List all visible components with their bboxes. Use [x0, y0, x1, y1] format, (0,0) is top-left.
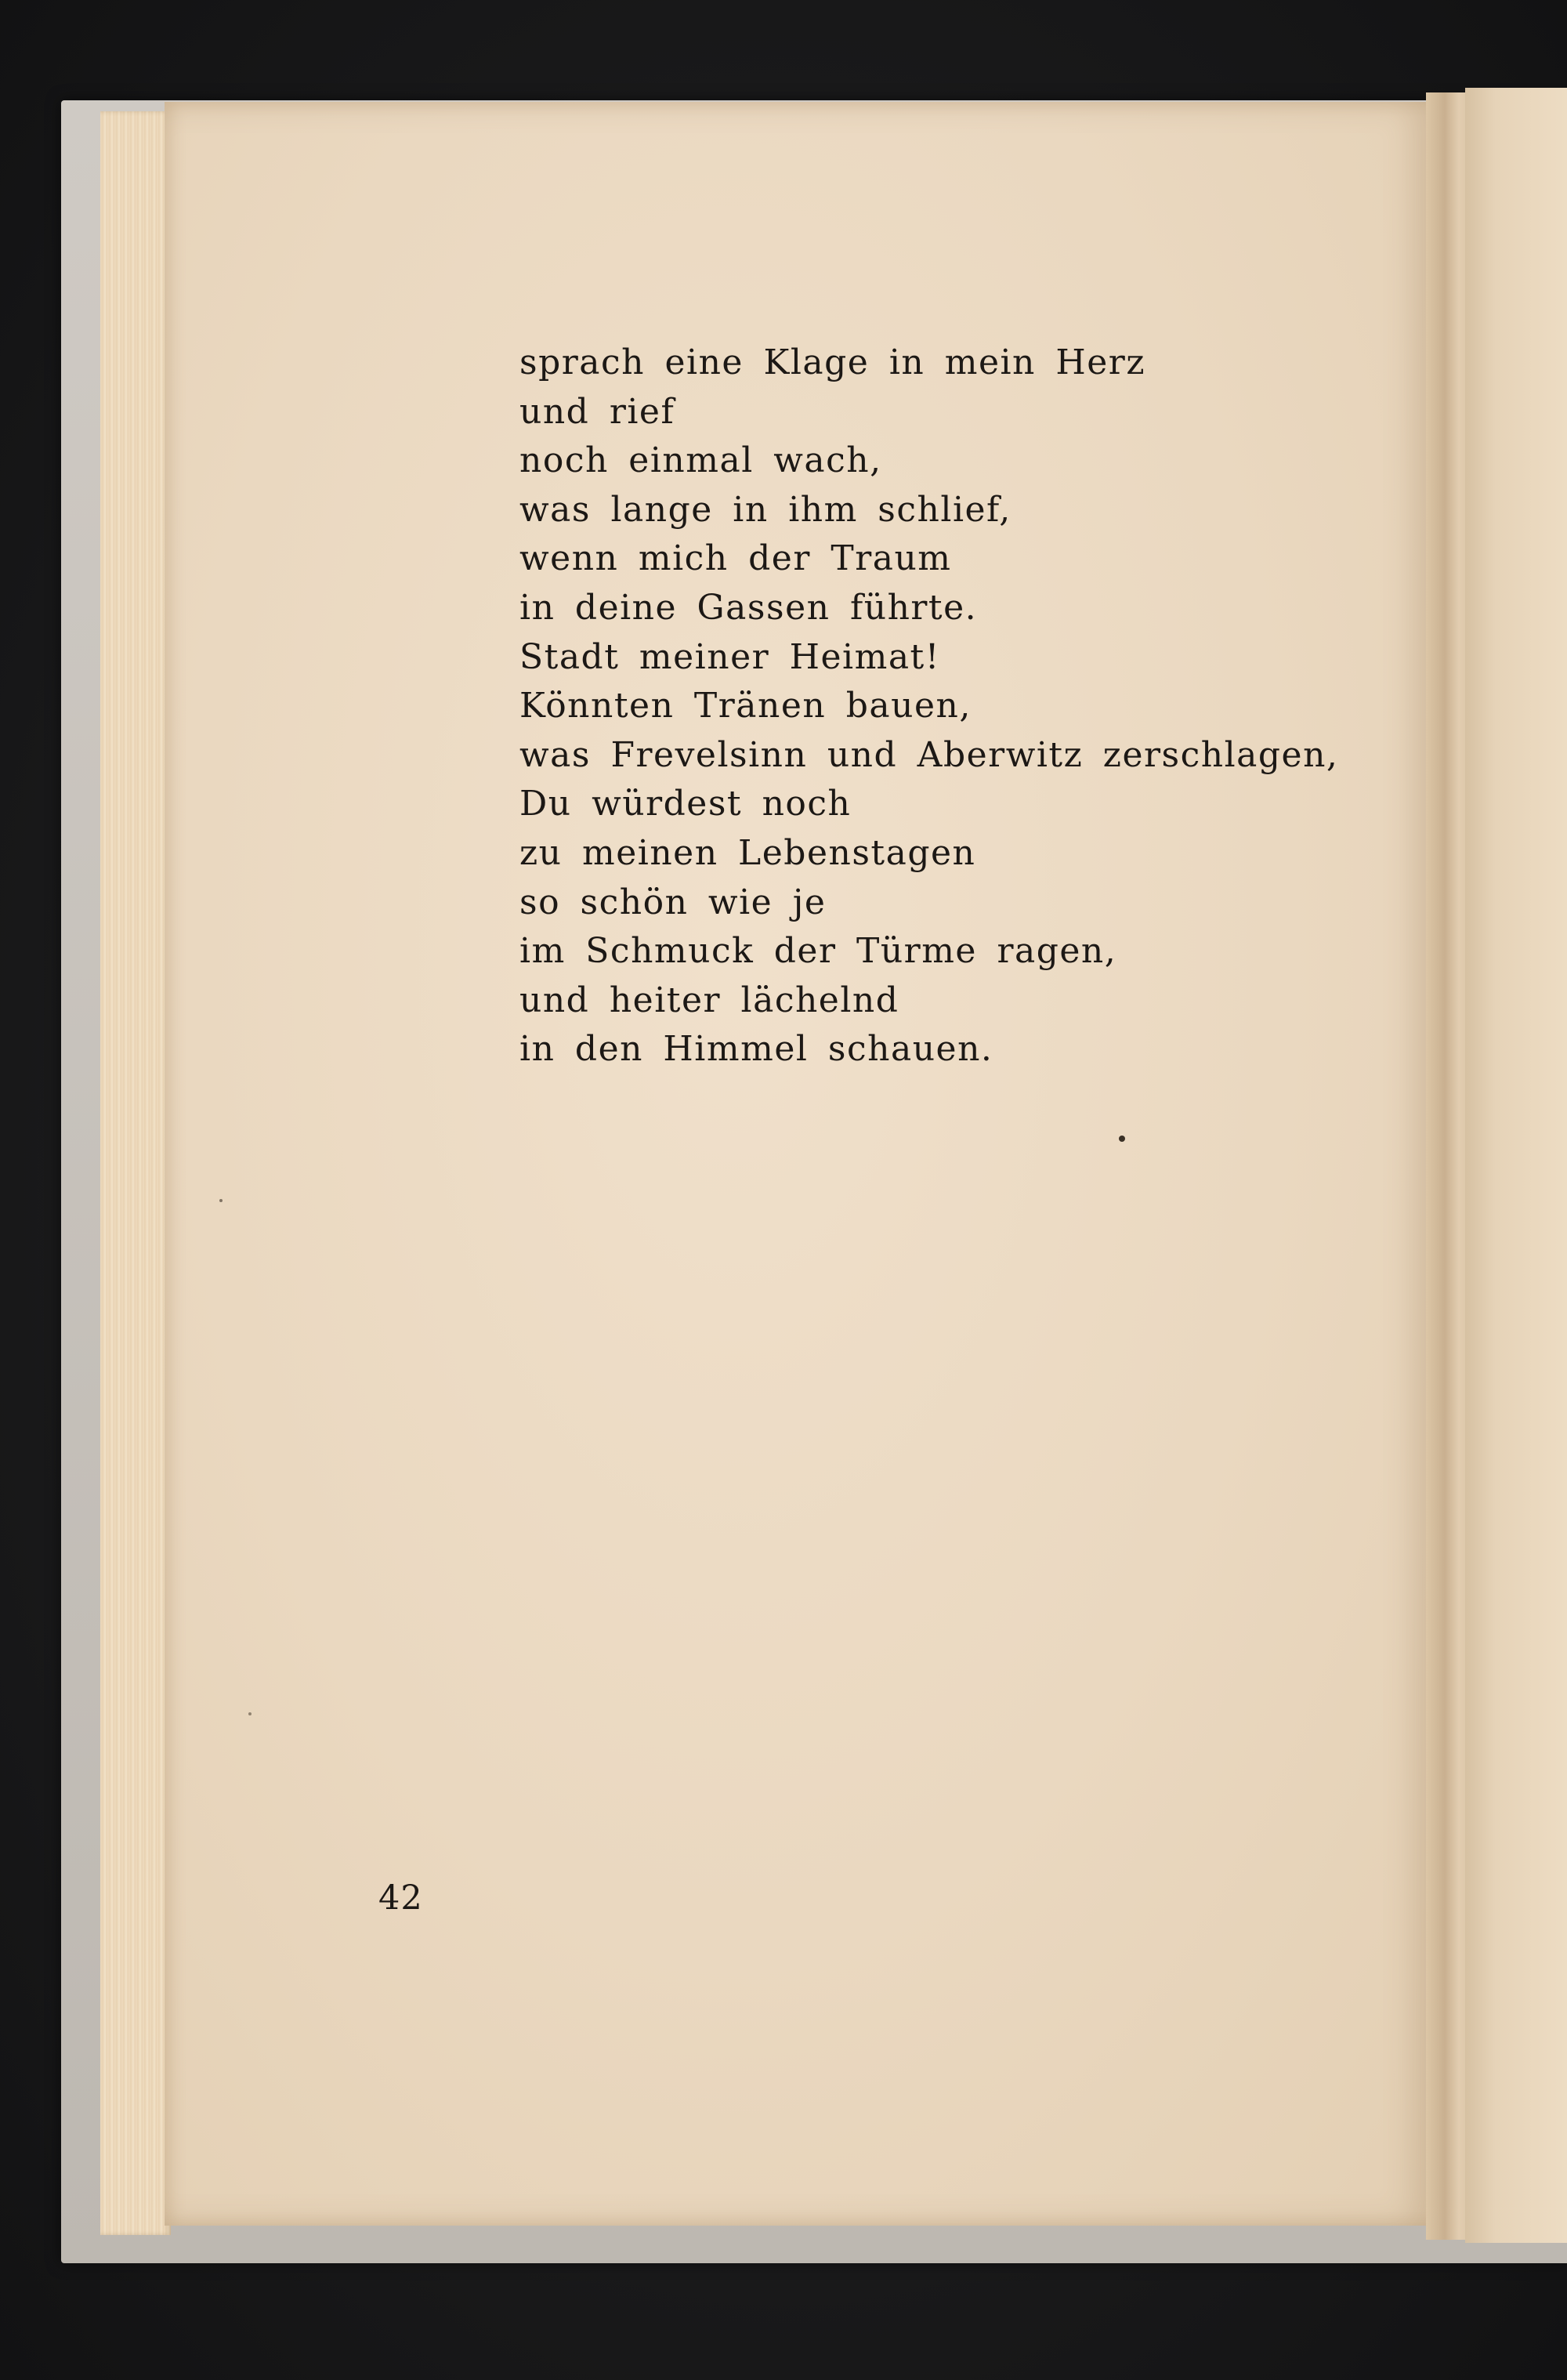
paper-speck	[1119, 1136, 1125, 1142]
poem-line: in deine Gassen führte.	[519, 587, 978, 628]
poem-line: was Frevelsinn und Aberwitz zerschlagen,	[519, 734, 1339, 775]
poem-line: im Schmuck der Türme ragen,	[519, 931, 1117, 972]
poem-line: und rief	[519, 391, 675, 432]
poem-line: noch einmal wach,	[519, 440, 882, 481]
poem-line: Du würdest noch	[519, 784, 852, 824]
page-edges	[100, 111, 171, 2235]
poem-line: zu meinen Lebenstagen	[519, 832, 976, 873]
poem-line: in den Himmel schauen.	[519, 1029, 993, 1070]
poem-line: Stadt meiner Heimat!	[519, 636, 940, 677]
poem-line: Könnten Tränen bauen,	[519, 686, 972, 726]
paper-speck	[248, 1712, 252, 1715]
poem-line: sprach eine Klage in mein Herz	[519, 342, 1145, 382]
paper-speck	[219, 1199, 223, 1202]
poem-line: so schön wie je	[519, 882, 827, 922]
poem-line: was lange in ihm schlief,	[519, 489, 1011, 530]
poem-line: und heiter lächelnd	[519, 980, 899, 1020]
facing-page	[1465, 88, 1567, 2243]
page-number: 42	[378, 1878, 423, 1918]
poem-text	[519, 339, 1338, 1074]
poem-line: wenn mich der Traum	[519, 538, 952, 579]
